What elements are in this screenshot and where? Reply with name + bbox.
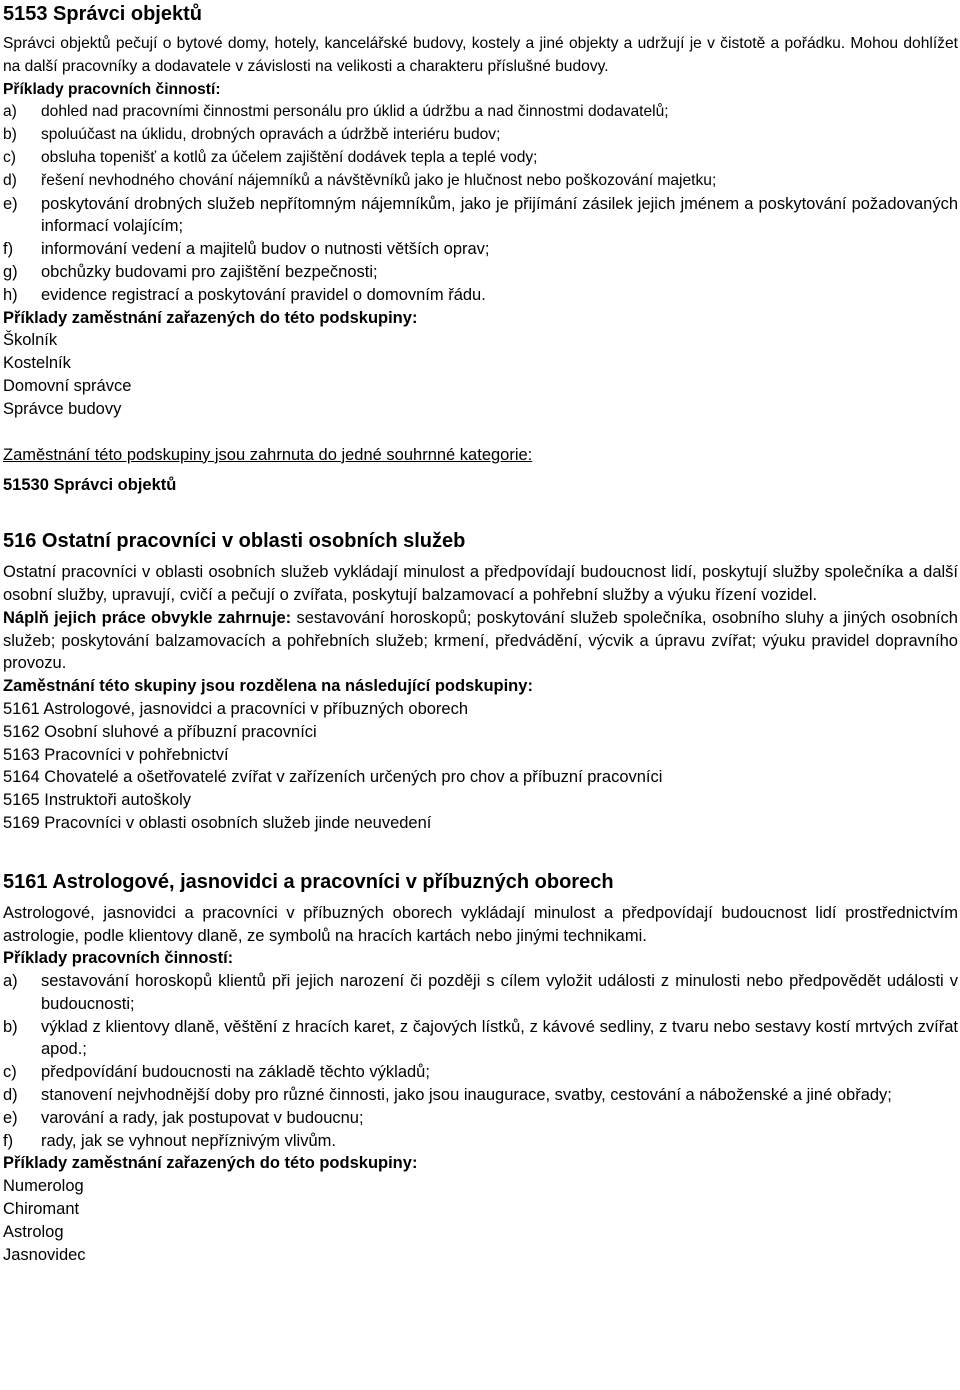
activity-item: c) obsluha topenišť a kotlů za účelem zajištění dodávek tepla a teplé vody;: [3, 148, 538, 166]
section-title-516: 516 Ostatní pracovníci v oblasti osobních služeb: [3, 530, 466, 553]
job-item: Správce budovy: [3, 399, 122, 418]
job-item: Astrolog: [3, 1222, 64, 1241]
activity-item: d) stanovení nejvhodnější doby pro různé činnosti, jako jsou inaugurace, svatby, cestování a náboženské a jiné obřady;: [3, 1086, 892, 1105]
job-item: Chiromant: [3, 1200, 80, 1219]
subgroup-item: 5164 Chovatelé a ošetřovatelé zvířat v zařízeních určených pro chov a příbuzní pracovníci: [3, 768, 663, 787]
job-item: Domovní správce: [3, 376, 132, 395]
activities-heading-5161: Příklady pracovních činností:: [3, 949, 234, 968]
subgroup-item: 5165 Instruktoři autoškoly: [3, 791, 192, 810]
section-title-5161: 5161 Astrologové, jasnovidci a pracovníci v příbuzných oborech: [3, 870, 614, 893]
activity-item: a) sestavování horoskopů klientů při jejich narození či později s cílem vyložit události z minulosti nebo předpovědět události v budoucnosti;: [3, 972, 958, 1013]
activity-item: e) varování a rady, jak postupovat v budoucnu;: [3, 1108, 364, 1127]
section-content-516: [3, 607, 958, 675]
activity-item: h) evidence registrací a poskytování pravidel o domovním řádu.: [3, 285, 486, 304]
activity-item: b) výklad z klientovy dlaně, věštění z hracích karet, z čajových lístků, z kávové sedliny, z tvaru nebo sestavy kostí mrtvých zvířat apod.;: [3, 1017, 958, 1059]
content-label: Náplň jejich práce obvykle zahrnuje:: [3, 608, 292, 627]
subgroup-item: 5163 Pracovníci v pohřebnictví: [3, 745, 229, 764]
job-item: Numerolog: [3, 1177, 84, 1196]
jobs-heading-5153: Příklady zaměstnání zařazených do této podskupiny:: [3, 308, 418, 327]
activity-item: c) předpovídání budoucnosti na základě těchto výkladů;: [3, 1063, 430, 1082]
activity-item: b) spoluúčast na úklidu, drobných opravách a údržbě interiéru budov;: [3, 126, 501, 144]
activity-item: d) řešení nevhodného chování nájemníků a návštěvníků jako je hlučnost nebo poškozování majetku;: [3, 171, 717, 189]
subgroup-item: 5161 Astrologové, jasnovidci a pracovníci v příbuzných oborech: [3, 699, 469, 718]
jobs-heading-5161: Příklady zaměstnání zařazených do této podskupiny:: [3, 1154, 418, 1173]
activity-item: f) informování vedení a majitelů budov o nutnosti větších oprav;: [3, 240, 490, 259]
activity-item: f) rady, jak se vyhnout nepříznivým vlivům.: [3, 1131, 336, 1150]
job-item: Jasnovidec: [3, 1245, 86, 1264]
content-text: sestavování horoskopů; poskytování služeb společníka, osobního sluhy a jiných osobních služeb; poskytování balzamovacích a pohřebních služeb; krmení, předvádění, výcvik a úpravu zvířat; výuku pravidel dopravního provozu.: [3, 608, 958, 673]
section-intro-5153: Správci objektů pečují o bytové domy, hotely, kancelářské budovy, kostely a jiné objekty a udržují je v čistotě a pořádku. Mohou dohlížet na další pracovníky a dodavatele v závislosti na velikosti a charakteru příslušné budovy.: [3, 35, 958, 75]
category-heading-5153: Zaměstnání této podskupiny jsou zahrnuta do jedné souhrnné kategorie:: [3, 445, 533, 464]
subgroup-item: 5162 Osobní sluhové a příbuzní pracovníci: [3, 722, 317, 741]
subgroups-heading-516: Zaměstnání této skupiny jsou rozdělena na následující podskupiny:: [3, 677, 533, 696]
job-item: Kostelník: [3, 354, 71, 373]
section-intro-5161: Astrologové, jasnovidci a pracovníci v příbuzných oborech vykládají minulost a předpovídají budoucnost lidí prostřednictvím astrologie, podle klientovy dlaně, ze symbolů na hracích kartách nebo jinými technikami.: [3, 903, 958, 945]
section-title-5153: 5153 Správci objektů: [3, 3, 202, 25]
job-item: Školník: [3, 331, 58, 350]
activities-heading-5153: Příklady pracovních činností:: [3, 80, 221, 98]
activity-item: e) poskytování drobných služeb nepřítomným nájemníkům, jako je přijímání zásilek jejich jménem a poskytování požadovaných informací volajícím;: [3, 194, 958, 236]
subgroup-item: 5169 Pracovníci v oblasti osobních služeb jinde neuvedení: [3, 813, 432, 832]
category-code-5153: 51530 Správci objektů: [3, 476, 177, 495]
section-intro-516: Ostatní pracovníci v oblasti osobních služeb vykládají minulost a předpovídají budoucnost lidí, poskytují služby společníka a další osobní služby, upravují, cvičí a pečují o zvířata, poskytují balzamovací a pohřební služby a výuku řízení vozidel.: [3, 563, 958, 604]
activity-item: g) obchůzky budovami pro zajištění bezpečnosti;: [3, 262, 378, 281]
activity-item: a) dohled nad pracovními činnostmi personálu pro úklid a údržbu a nad činnostmi dodavatelů;: [3, 103, 669, 121]
